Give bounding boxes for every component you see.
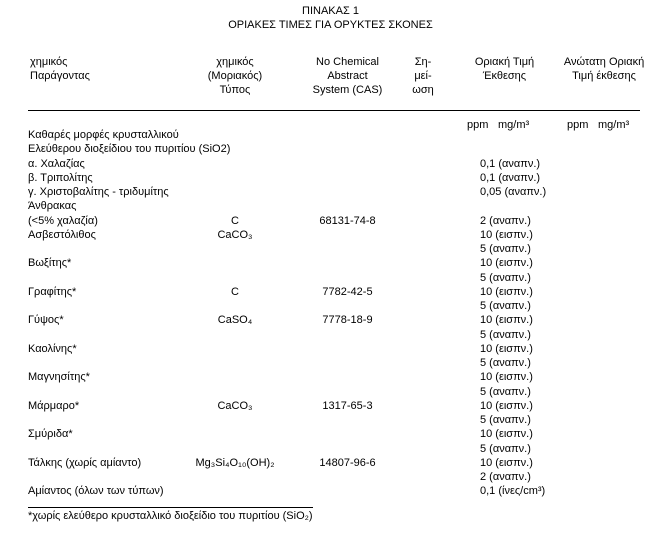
row-agent: γ. Χριστοβαλίτης - τριδυμίτης [28,186,169,198]
row-value: 5 (αναπν.) [480,272,531,284]
row-value: 5 (αναπν.) [480,300,531,312]
row-value: 2 (αναπν.) [480,215,531,227]
row-value: 5 (αναπν.) [480,329,531,341]
table-title: ΠΙΝΑΚΑΣ 1 [302,5,359,17]
row-formula: C [231,215,239,227]
row-value: 5 (αναπν.) [480,357,531,369]
row-cas: 14807-96-6 [319,457,376,469]
header-formula-line1: χημικός [216,56,254,68]
row-formula: C [231,286,239,298]
row-value: 10 (εισπν.) [480,428,533,440]
header-notes-line3: ωση [412,84,434,96]
row-agent: Αμίαντος (όλων των τύπων) [28,485,164,497]
footnote-divider [28,507,313,508]
row-agent: Γύψος* [28,314,64,326]
row-agent: Καολίνης* [28,343,77,355]
row-value: 5 (αναπν.) [480,414,531,426]
row-value: 0,05 (αναπν.) [480,186,547,198]
header-cas-line2: Abstract [327,70,368,82]
table-subtitle: ΟΡΙΑΚΕΣ ΤΙΜΕΣ ΓΙΑ ΟΡΥΚΤΕΣ ΣΚΟΝΕΣ [228,19,433,31]
row-cas: 68131-74-8 [319,215,376,227]
row-value: 0,1 (αναπν.) [480,158,541,170]
row-value: 10 (εισπν.) [480,457,533,469]
row-formula: CaSO₄ [217,314,253,326]
row-value: 10 (εισπν.) [480,343,533,355]
row-cas: 1317-65-3 [322,400,373,412]
row-value: 0,1 (αναπν.) [480,172,541,184]
header-max-line2: Τιμή έκθεσης [572,70,636,82]
row-agent: Καθαρές μορφές κρυσταλλικού [28,129,179,141]
header-formula-line2: (Μοριακός) [207,70,263,82]
row-agent: Γραφίτης* [28,286,77,298]
row-agent: α. Χαλαζίας [28,158,85,170]
header-notes-line1: Ση- [414,56,432,68]
row-cas: 7778-18-9 [322,314,373,326]
row-value: 10 (εισπν.) [480,257,533,269]
header-oel-line1: Οριακή Τιμή [474,56,535,68]
row-agent: Μαγνησίτης* [28,371,90,383]
row-value: 10 (εισπν.) [480,371,533,383]
row-value: 0,1 (ίνες/cm³) [480,485,546,497]
row-value: 10 (εισπν.) [480,400,533,412]
header-cas-line3: System (CAS) [312,84,383,96]
unit-max-ppm: ppm [567,119,589,131]
row-value: 5 (αναπν.) [480,243,531,255]
header-formula-line3: Τύπος [219,84,251,96]
header-max-line1: Ανώτατη Οριακή [563,56,645,68]
row-agent: Άνθρακας [28,200,77,212]
row-value: 5 (αναπν.) [480,443,531,455]
row-agent: Τάλκης (χωρίς αμίαντο) [28,457,142,469]
row-agent: (<5% χαλαζία) [28,215,98,227]
unit-max-mg: mg/m³ [598,119,630,131]
row-agent: Ελεύθερου διοξείδιου του πυριτίου (SiO2) [28,143,231,155]
row-agent: Σμύριδα* [28,428,73,440]
row-formula: Mg₃Si₄O₁₀(OH)₂ [195,457,275,469]
row-value: 5 (αναπν.) [480,386,531,398]
row-agent: Βωξίτης* [28,257,72,269]
row-value: 2 (αναπν.) [480,471,531,483]
header-agent-line2: Παράγοντας [30,70,90,82]
row-agent: β. Τριπολίτης [28,172,93,184]
row-value: 10 (εισπν.) [480,286,533,298]
header-agent-line1: χημικός [30,56,68,68]
row-agent: Μάρμαρο* [28,400,80,412]
header-oel-line2: Έκθεσης [482,70,527,82]
footnote: *χωρίς ελεύθερο κρυσταλλικό διοξείδιο του πυριτίου (SiO₂) [28,510,313,522]
header-divider [28,110,640,111]
row-formula: CaCO₃ [217,400,253,412]
unit-oel-mg: mg/m³ [498,119,530,131]
row-value: 10 (εισπν.) [480,314,533,326]
header-cas-line1: No Chemical [316,56,379,68]
row-value: 10 (εισπν.) [480,229,533,241]
row-cas: 7782-42-5 [322,286,373,298]
header-notes-line2: μεί- [414,70,432,82]
unit-oel-ppm: ppm [467,119,489,131]
row-agent: Ασβεστόλιθος [28,229,96,241]
row-formula: CaCO₃ [217,229,253,241]
